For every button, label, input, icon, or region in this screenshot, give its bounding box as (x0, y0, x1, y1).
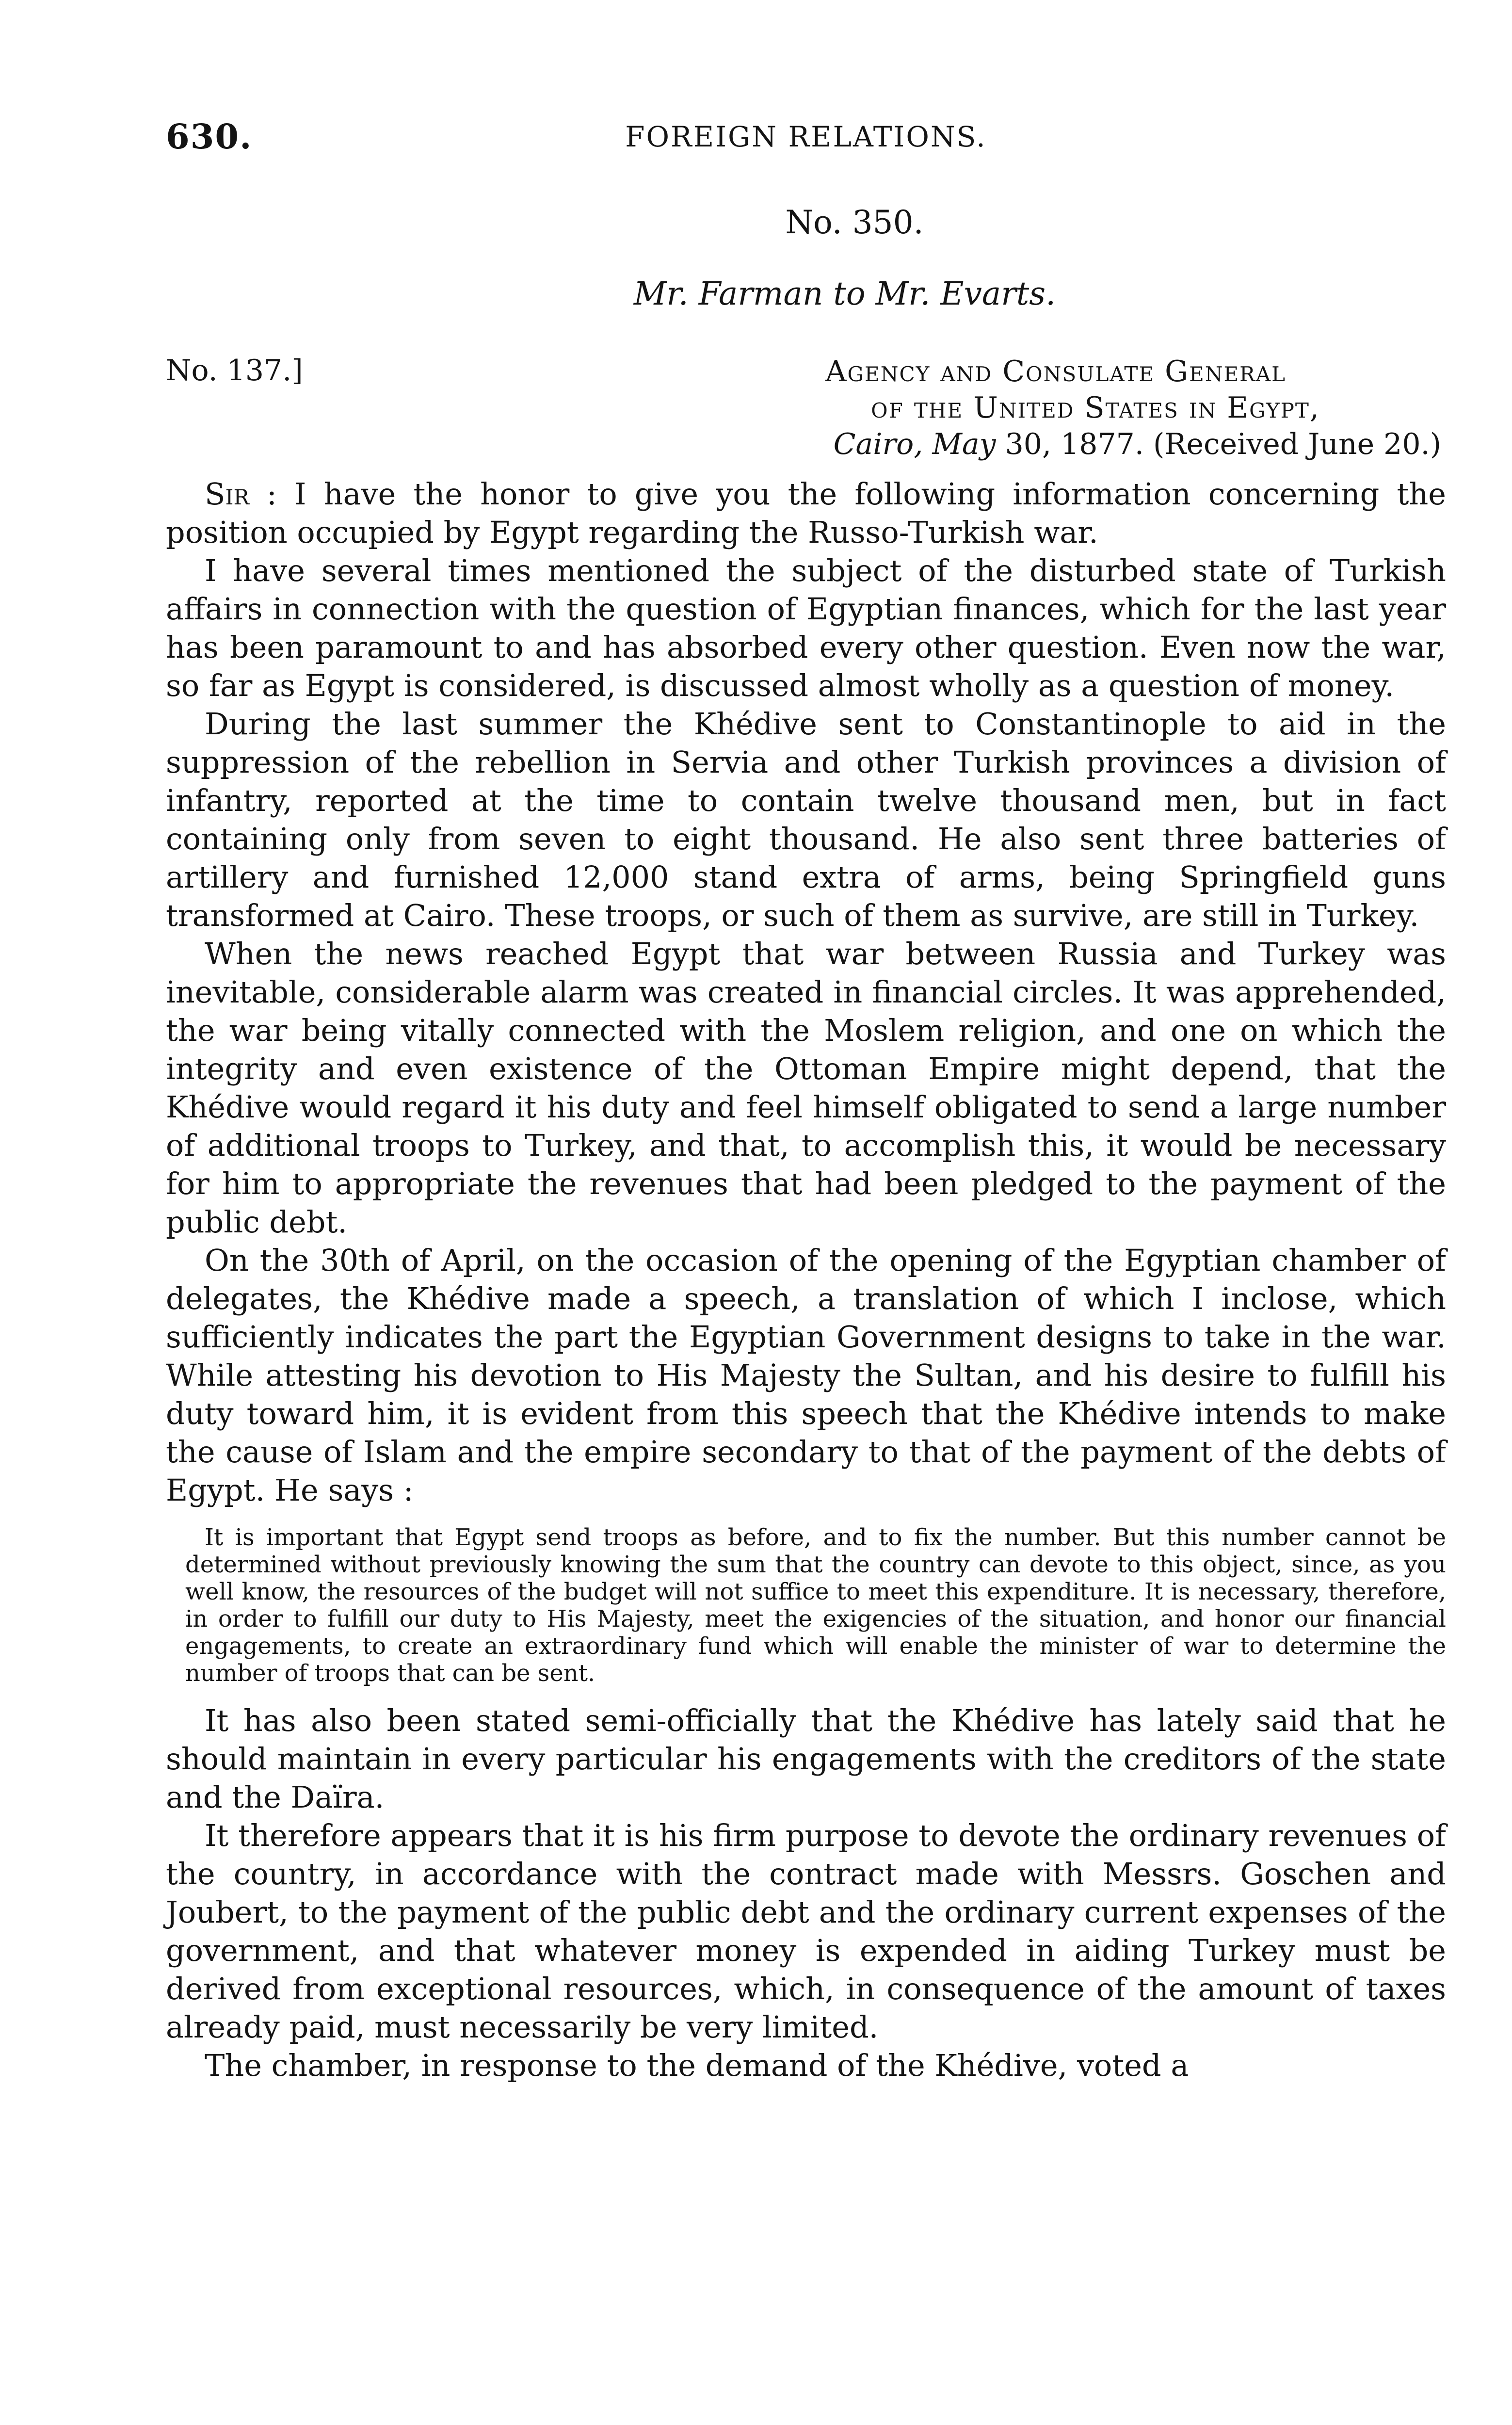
document-title: Mr. Farman to Mr. Evarts. (633, 275, 1056, 312)
paragraph-5: On the 30th of April, on the occasion of the opening of the Egyptian chamber of delegates, the Khédive made a speech, a translation of which I inclose, which sufficiently indicates the part the Egyptian Government designs to take in the war. While attesting his devotion to His Majesty the Sultan, and his desire to fulfill his duty toward him, it is evident from this speech that the Khédive intends to make the cause of Islam and the empire secondary to that of the payment of the debts of Egypt. He says : (166, 1243, 1446, 1508)
running-title: FOREIGN RELATIONS. (625, 120, 987, 153)
letter-body (166, 475, 1446, 2085)
paragraph-1-text: : I have the honor to give you the following information concerning the position occupied by Egypt regarding the Russo-Turkish war. (166, 476, 1446, 550)
paragraph-8: The chamber, in response to the demand of the Khédive, voted a (205, 2048, 1189, 2083)
date-line (825, 426, 1441, 463)
paragraph-3: During the last summer the Khédive sent to Constantinople to aid in the suppression of the rebellion in Servia and other Turkish provinces a division of infantry, reported at the time to contain twelve thousand men, but in fact containing only from seven to eight thousand. He also sent three batteries of artillery and furnished 12,000 stand extra of arms, being Springfield guns transformed at Cairo. These troops, or such of them as survive, are still in Turkey. (166, 706, 1446, 933)
paragraph-7: It therefore appears that it is his firm purpose to devote the ordinary revenues of the country, in accordance with the contract made with Messrs. Goschen and Joubert, to the payment of the public debt and the ordinary current expenses of the government, and that whatever money is expended in aiding Turkey must be derived from exceptional resources, which, in consequence of the amount of taxes already paid, must necessarily be very limited. (166, 1818, 1446, 2045)
document-number: No. 350. (785, 204, 924, 241)
paragraph-6: It has also been stated semi-officially that the Khédive has lately said that he should maintain in every particular his engagements with the creditors of the state and the Daïra. (166, 1703, 1446, 1815)
running-head (166, 116, 1446, 170)
agency-line-2: of the United States in Egypt, (871, 391, 1320, 425)
date-rest: 30, 1877. (Received June 20.) (996, 427, 1441, 461)
salutation: Sir (205, 476, 249, 512)
despatch-number: No. 137.] (166, 354, 303, 388)
date-place: Cairo, (833, 427, 923, 461)
agency-line-1: Agency and Consulate General (825, 355, 1286, 388)
page-number: 630. (166, 116, 253, 157)
paragraph-4: When the news reached Egypt that war between Russia and Turkey was inevitable, considerable alarm was created in financial circles. It was apprehended, the war being vitally connected with the Moslem religion, and one on which the integrity and even existence of the Ottoman Empire might depend, that the Khédive would regard it his duty and feel himself obligated to send a large number of additional troops to Turkey, and that, to accomplish this, it would be necessary for him to appropriate the revenues that had been pledged to the payment of the public debt. (166, 936, 1446, 1240)
paragraph-2: I have several times mentioned the subject of the disturbed state of Turkish affairs in connection with the question of Egyptian finances, which for the last year has been paramount to and has absorbed every other question. Even now the war, so far as Egypt is considered, is discussed almost wholly as a question of money. (166, 553, 1446, 703)
date-month: May (932, 427, 996, 461)
block-quote: It is important that Egypt send troops as before, and to fix the number. But this number cannot be determined without previously knowing the sum that the country can devote to this object, since, as you well know, the resources of the budget will not suffice to meet this expenditure. It is necessary, therefore, in order to fulfill our duty to His Majesty, meet the exigencies of the situation, and honor our financial engagements, to create an extraordinary fund which will enable the minister of war to determine the number of troops that can be sent. (185, 1524, 1446, 1687)
paragraph-1 (166, 475, 1446, 551)
letter-header (166, 354, 1446, 475)
document-page (166, 116, 1446, 2085)
agency-address (825, 354, 1441, 463)
